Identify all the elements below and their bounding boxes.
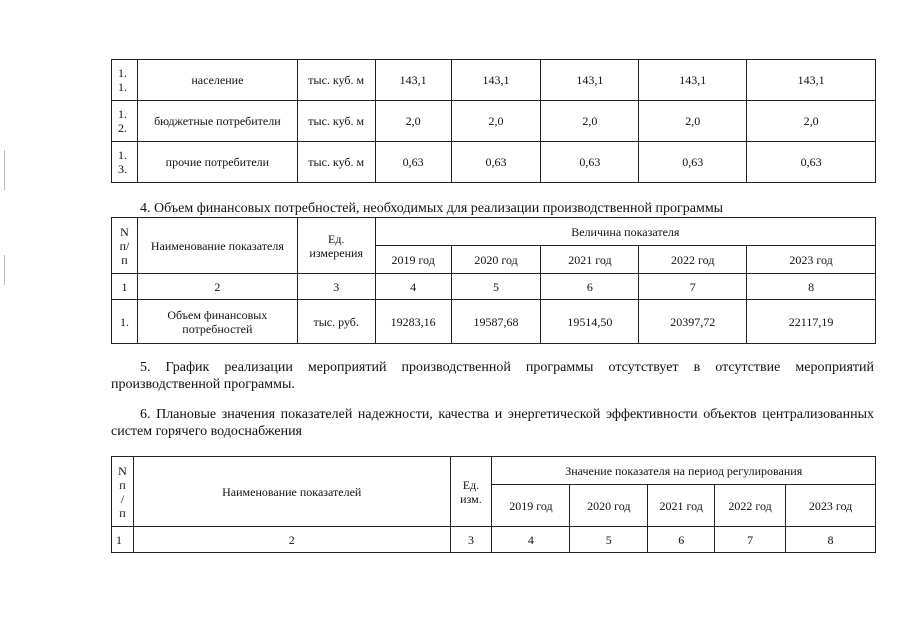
column-index: 2: [137, 274, 297, 300]
year-header: 2019 год: [375, 246, 451, 274]
unit: тыс. куб. м: [297, 101, 375, 142]
indicator-name: население: [137, 60, 297, 101]
header-name: Наименование показателей: [133, 457, 450, 527]
column-index: 5: [570, 527, 648, 553]
consumption-table: [111, 59, 876, 183]
year-header: 2022 год: [639, 246, 747, 274]
paragraph-6: 6. Плановые значения показателей надежности, качества и энергетической эффективности объектов централизованных систем горячего водоснабжения: [111, 407, 874, 439]
paragraph-5: 5. График реализации мероприятий производственной программы отсутствует в отсутствие мероприятий производственной программы.: [111, 360, 874, 392]
header-unit: Ед. измерения: [297, 218, 375, 274]
value-cell: 143,1: [375, 60, 451, 101]
column-index: 3: [450, 527, 492, 553]
header-value: Значение показателя на период регулирования: [492, 457, 876, 485]
value-cell: 22117,19: [747, 300, 876, 344]
value-cell: 0,63: [639, 142, 747, 183]
value-cell: 143,1: [541, 60, 639, 101]
value-cell: 0,63: [375, 142, 451, 183]
indicator-name: бюджетные потребители: [137, 101, 297, 142]
header-value: Величина показателя: [375, 218, 875, 246]
indicator-name: Объем финансовых потребностей: [137, 300, 297, 344]
value-cell: 2,0: [639, 101, 747, 142]
value-cell: 2,0: [747, 101, 876, 142]
column-index: 3: [297, 274, 375, 300]
header-unit: Ед. изм.: [450, 457, 492, 527]
column-index: 4: [492, 527, 570, 553]
year-header: 2023 год: [747, 246, 876, 274]
value-cell: 0,63: [541, 142, 639, 183]
value-cell: 19283,16: [375, 300, 451, 344]
reliability-indicators-table: [111, 456, 876, 553]
value-cell: 0,63: [747, 142, 876, 183]
year-header: 2020 год: [451, 246, 541, 274]
column-index: 8: [786, 527, 876, 553]
column-index: 1: [112, 274, 138, 300]
value-cell: 143,1: [451, 60, 541, 101]
section-4-caption: 4. Объем финансовых потребностей, необходимых для реализации производственной программы: [140, 201, 724, 216]
year-header: 2023 год: [786, 485, 876, 527]
header-num: N п/ п: [112, 218, 138, 274]
value-cell: 20397,72: [639, 300, 747, 344]
indicator-name: прочие потребители: [137, 142, 297, 183]
value-cell: 0,63: [451, 142, 541, 183]
year-header: 2020 год: [570, 485, 648, 527]
column-index: 1: [112, 527, 134, 553]
unit: тыс. куб. м: [297, 142, 375, 183]
column-index: 6: [541, 274, 639, 300]
year-header: 2021 год: [541, 246, 639, 274]
value-cell: 143,1: [639, 60, 747, 101]
year-header: 2019 год: [492, 485, 570, 527]
scan-edge-mark: [4, 255, 5, 285]
year-header: 2022 год: [715, 485, 786, 527]
value-cell: 2,0: [541, 101, 639, 142]
column-index: 6: [648, 527, 715, 553]
year-header: 2021 год: [648, 485, 715, 527]
value-cell: 19587,68: [451, 300, 541, 344]
financial-needs-table: [111, 217, 876, 344]
row-number: 1. 2.: [112, 101, 138, 142]
column-index: 7: [715, 527, 786, 553]
table-row: [112, 142, 876, 183]
value-cell: 2,0: [451, 101, 541, 142]
value-cell: 2,0: [375, 101, 451, 142]
column-index: 4: [375, 274, 451, 300]
column-index: 2: [133, 527, 450, 553]
column-index: 5: [451, 274, 541, 300]
table-row: [112, 60, 876, 101]
value-cell: 19514,50: [541, 300, 639, 344]
row-number: 1. 3.: [112, 142, 138, 183]
column-index: 8: [747, 274, 876, 300]
column-index: 7: [639, 274, 747, 300]
row-number: 1.: [112, 300, 138, 344]
unit: тыс. куб. м: [297, 60, 375, 101]
value-cell: 143,1: [747, 60, 876, 101]
unit: тыс. руб.: [297, 300, 375, 344]
header-num: N п / п: [112, 457, 134, 527]
table-row: [112, 101, 876, 142]
header-name: Наименование показателя: [137, 218, 297, 274]
row-number: 1. 1.: [112, 60, 138, 101]
scan-edge-mark: [4, 150, 5, 190]
